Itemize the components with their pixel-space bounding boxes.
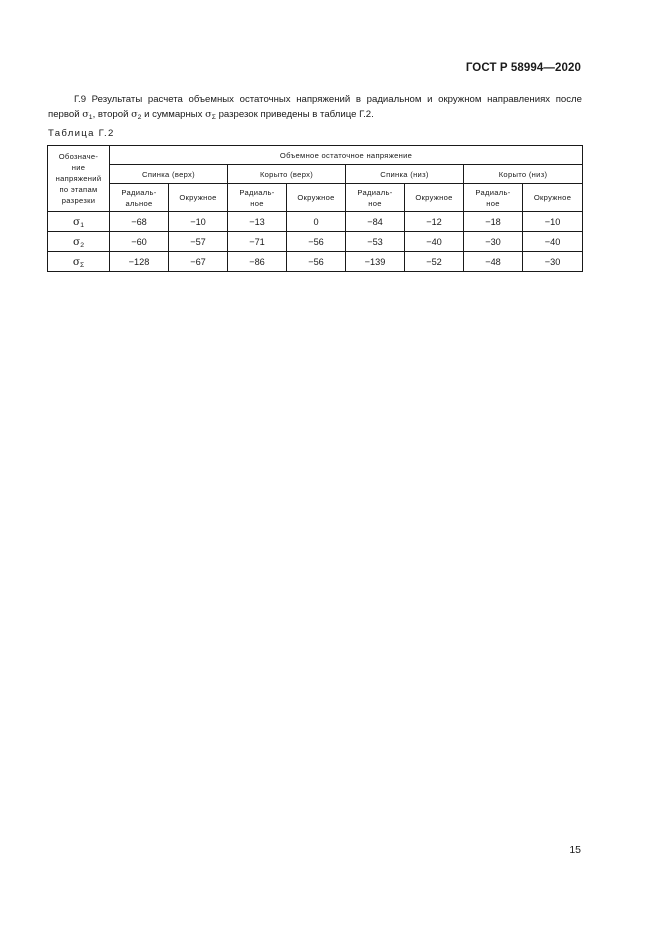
table-cell: −53 [346, 232, 405, 252]
table-row [48, 232, 583, 252]
table-cell: −13 [228, 212, 287, 232]
designation-header [48, 146, 110, 212]
page-number: 15 [569, 844, 581, 856]
table-cell: −30 [464, 232, 523, 252]
stress-table [47, 145, 583, 272]
table-cell: −30 [523, 252, 583, 272]
section-header-row [48, 165, 583, 184]
sigma-subscript: 2 [137, 114, 142, 121]
table-cell: −12 [405, 212, 464, 232]
paragraph-text: Г.9 Результаты расчета объемных остаточных напряжений в радиальном и окружном направлениях после первой [48, 94, 582, 120]
table-row [48, 252, 583, 272]
section-header: Корыто (низ) [464, 165, 583, 184]
sigma-subscript: 1 [80, 221, 84, 229]
table-caption: Таблица Г.2 [48, 128, 115, 139]
table-cell: −48 [464, 252, 523, 272]
sigma-subscript: Σ [211, 114, 216, 121]
table-cell: −84 [346, 212, 405, 232]
sigma-subscript: 1 [88, 114, 93, 121]
paragraph-text: разрезок приведены в таблице Г.2. [215, 109, 374, 120]
table-cell: −139 [346, 252, 405, 272]
table-cell: −18 [464, 212, 523, 232]
paragraph-text: и суммарных [141, 109, 206, 120]
row-symbol [48, 212, 110, 232]
sub-header: Окружное [169, 184, 228, 212]
sigma-symbol: σ [131, 109, 138, 120]
paragraph-text: , второй [92, 109, 132, 120]
designation-header-text: Обозначе- ние напряжений по этапам разрезки [55, 152, 102, 205]
table-body [48, 146, 583, 272]
sigma-symbol: σ [73, 235, 81, 248]
table-cell: −68 [110, 212, 169, 232]
sigma-symbol: σ [72, 255, 80, 268]
table-cell: −52 [405, 252, 464, 272]
document-code: ГОСТ Р 58994—2020 [465, 62, 581, 74]
table-cell: −86 [228, 252, 287, 272]
sub-header: Окружное [523, 184, 583, 212]
table-cell: −128 [110, 252, 169, 272]
sigma-subscript: Σ [79, 261, 85, 269]
row-symbol [48, 252, 110, 272]
sub-header: Радиаль- ное [228, 184, 287, 212]
group-header: Объемное остаточное напряжение [110, 146, 583, 165]
subheader-row [48, 184, 583, 212]
section-header: Спинка (верх) [110, 165, 228, 184]
sigma-subscript: 2 [80, 241, 84, 249]
sigma-symbol: σ [82, 109, 89, 120]
table-cell: −10 [523, 212, 583, 232]
table-cell: −56 [287, 232, 346, 252]
sub-header: Радиаль- ное [464, 184, 523, 212]
table-cell: −71 [228, 232, 287, 252]
table-cell: −40 [523, 232, 583, 252]
section-header: Спинка (низ) [346, 165, 464, 184]
table-row [48, 212, 583, 232]
sub-header: Радиаль- альное [110, 184, 169, 212]
section-header: Корыто (верх) [228, 165, 346, 184]
table-cell: −40 [405, 232, 464, 252]
table-cell: −57 [169, 232, 228, 252]
table-cell: 0 [287, 212, 346, 232]
table-cell: −60 [110, 232, 169, 252]
row-symbol [48, 232, 110, 252]
sigma-symbol: σ [205, 109, 212, 120]
sub-header: Окружное [287, 184, 346, 212]
table-cell: −56 [287, 252, 346, 272]
sub-header: Окружное [405, 184, 464, 212]
sigma-symbol: σ [73, 215, 81, 228]
sub-header: Радиаль- ное [346, 184, 405, 212]
body-paragraph [48, 92, 582, 122]
table-cell: −67 [169, 252, 228, 272]
table-cell: −10 [169, 212, 228, 232]
